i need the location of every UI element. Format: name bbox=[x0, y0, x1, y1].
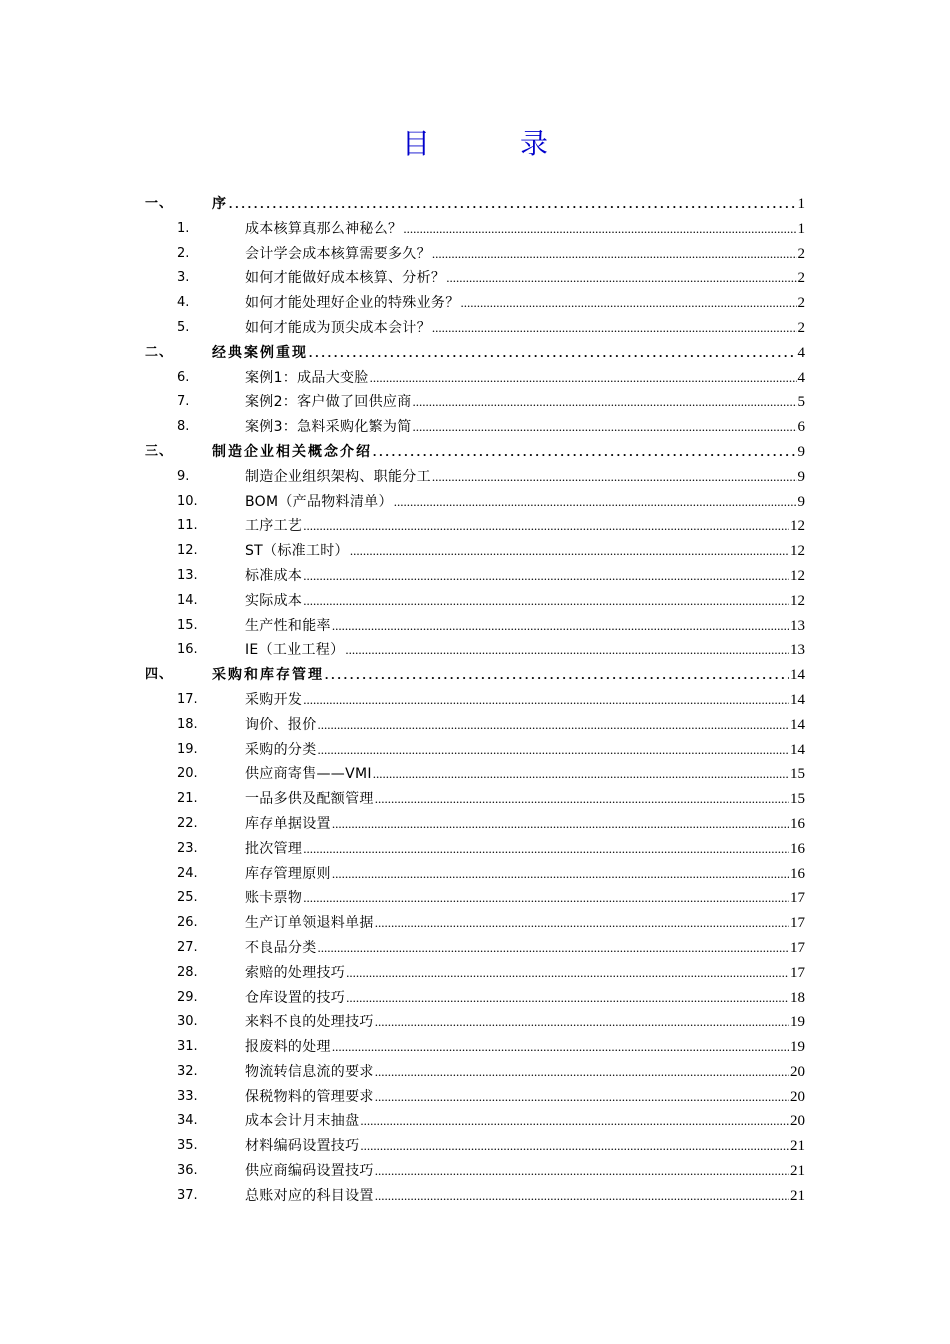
toc-entry bbox=[245, 936, 805, 961]
toc-entry bbox=[245, 1184, 805, 1209]
toc-entry bbox=[245, 1109, 805, 1134]
toc-number: 1. bbox=[177, 220, 190, 236]
toc-number: 28. bbox=[177, 964, 198, 980]
toc-number: 4. bbox=[177, 295, 190, 311]
toc-page-number: 14 bbox=[790, 667, 805, 684]
toc-page-number: 12 bbox=[790, 592, 805, 609]
toc-number: 33. bbox=[177, 1088, 198, 1104]
toc-entry-row[interactable] bbox=[0, 1109, 950, 1134]
toc-entry-row[interactable] bbox=[0, 316, 950, 341]
toc-number: 35. bbox=[177, 1138, 198, 1154]
toc-entry-row[interactable] bbox=[0, 490, 950, 515]
toc-entry-row[interactable] bbox=[0, 886, 950, 911]
toc-label[interactable]: BOM（产品物料清单） bbox=[245, 493, 393, 510]
toc-entry-row[interactable] bbox=[0, 614, 950, 639]
toc-page-number: 19 bbox=[790, 1014, 805, 1031]
toc-entry-row[interactable] bbox=[0, 514, 950, 539]
toc-entry bbox=[245, 688, 805, 713]
toc-page-number: 14 bbox=[790, 716, 805, 733]
toc-label[interactable]: 成本会计月末抽盘 bbox=[245, 1113, 360, 1130]
toc-label[interactable]: 批次管理 bbox=[245, 840, 303, 857]
toc-leader-dots bbox=[303, 688, 789, 713]
toc-label[interactable]: 供应商寄售——VMI bbox=[245, 766, 372, 783]
toc-page-number: 14 bbox=[790, 691, 805, 708]
toc-entry-row[interactable] bbox=[0, 1134, 950, 1159]
toc-chapter-row[interactable] bbox=[0, 440, 950, 465]
toc-number: 36. bbox=[177, 1163, 198, 1179]
toc-number: 25. bbox=[177, 890, 198, 906]
toc-entry bbox=[245, 1060, 805, 1085]
toc-leader-dots bbox=[373, 762, 789, 787]
toc-number: 21. bbox=[177, 791, 198, 807]
toc-page-number: 16 bbox=[790, 840, 805, 857]
toc-page-number: 17 bbox=[790, 939, 805, 956]
toc-label[interactable]: 序 bbox=[212, 196, 228, 212]
toc-entry-row[interactable] bbox=[0, 390, 950, 415]
toc-page-number: 20 bbox=[790, 1113, 805, 1130]
toc-entry-row[interactable] bbox=[0, 837, 950, 862]
toc-number: 24. bbox=[177, 865, 198, 881]
toc-entry-row[interactable] bbox=[0, 564, 950, 589]
toc-page-number: 20 bbox=[790, 1088, 805, 1105]
toc-entry bbox=[245, 266, 805, 291]
toc-label[interactable]: 物流转信息流的要求 bbox=[245, 1063, 374, 1080]
toc-chapter-row[interactable] bbox=[0, 192, 950, 217]
toc-label[interactable]: 生产性和能率 bbox=[245, 617, 331, 634]
toc-leader-dots bbox=[403, 217, 796, 242]
toc-page-number: 2 bbox=[797, 295, 805, 312]
toc-page-number: 2 bbox=[797, 245, 805, 262]
toc-number: 37. bbox=[177, 1187, 198, 1203]
toc-leader-dots bbox=[332, 862, 789, 887]
toc-entry-row[interactable] bbox=[0, 415, 950, 440]
toc-page-number: 12 bbox=[790, 567, 805, 584]
toc-label[interactable]: 报废料的处理 bbox=[245, 1039, 331, 1056]
toc-entry bbox=[245, 837, 805, 862]
toc-leader-dots bbox=[375, 911, 789, 936]
toc-number: 14. bbox=[177, 592, 198, 608]
toc-page-number: 20 bbox=[790, 1063, 805, 1080]
toc-page-number: 12 bbox=[790, 543, 805, 560]
page-title bbox=[0, 122, 950, 162]
toc-number: 二、 bbox=[145, 344, 174, 360]
toc-entry-row[interactable] bbox=[0, 762, 950, 787]
toc-leader-dots bbox=[394, 490, 797, 515]
toc-entry bbox=[212, 192, 805, 217]
toc-label[interactable]: 不良品分类 bbox=[245, 939, 317, 956]
toc-label[interactable]: 实际成本 bbox=[245, 592, 303, 609]
toc-entry-row[interactable] bbox=[0, 986, 950, 1011]
toc-number: 18. bbox=[177, 716, 198, 732]
toc-page-number: 21 bbox=[790, 1163, 805, 1180]
toc-number: 17. bbox=[177, 691, 198, 707]
toc-number: 20. bbox=[177, 766, 198, 782]
toc-leader-dots bbox=[360, 1109, 789, 1134]
toc-entry bbox=[245, 886, 805, 911]
toc-label[interactable]: 工序工艺 bbox=[245, 518, 303, 535]
toc-number: 15. bbox=[177, 617, 198, 633]
toc-number: 19. bbox=[177, 741, 198, 757]
toc-leader-dots bbox=[375, 1085, 789, 1110]
toc-number: 9. bbox=[177, 468, 190, 484]
toc-leader-dots bbox=[375, 1010, 789, 1035]
toc-label[interactable]: 来料不良的处理技巧 bbox=[245, 1014, 374, 1031]
toc-leader-dots bbox=[432, 242, 797, 267]
toc-entry-row[interactable] bbox=[0, 1060, 950, 1085]
toc-number: 8. bbox=[177, 419, 190, 435]
toc-number: 6. bbox=[177, 369, 190, 385]
toc-entry-row[interactable] bbox=[0, 638, 950, 663]
toc-entry-row[interactable] bbox=[0, 465, 950, 490]
toc-entry-row[interactable] bbox=[0, 936, 950, 961]
toc-label[interactable]: 材料编码设置技巧 bbox=[245, 1138, 360, 1155]
toc-page-number: 13 bbox=[790, 642, 805, 659]
toc-page-number: 12 bbox=[790, 518, 805, 535]
toc-label[interactable]: 如何才能处理好企业的特殊业务？ bbox=[245, 295, 460, 312]
toc-label[interactable]: 账卡票物 bbox=[245, 890, 303, 907]
toc-leader-dots bbox=[318, 936, 790, 961]
toc-leader-dots bbox=[446, 266, 796, 291]
toc-leader-dots bbox=[229, 192, 797, 217]
toc-entry bbox=[245, 787, 805, 812]
toc-page-number: 17 bbox=[790, 964, 805, 981]
toc-entry bbox=[245, 514, 805, 539]
toc-leader-dots bbox=[303, 589, 789, 614]
toc-leader-dots bbox=[332, 1035, 789, 1060]
toc-entry bbox=[245, 490, 805, 515]
toc-number: 30. bbox=[177, 1014, 198, 1030]
toc-label[interactable]: 库存单据设置 bbox=[245, 815, 331, 832]
toc-entry bbox=[245, 961, 805, 986]
toc-page-number: 18 bbox=[790, 989, 805, 1006]
toc-leader-dots bbox=[303, 837, 789, 862]
toc-label[interactable]: ST（标准工时） bbox=[245, 543, 349, 560]
toc-label[interactable]: 保税物料的管理要求 bbox=[245, 1088, 374, 1105]
toc-page-number: 13 bbox=[790, 617, 805, 634]
toc-page-number: 9 bbox=[797, 443, 805, 460]
toc-label[interactable]: 仓库设置的技巧 bbox=[245, 989, 346, 1006]
toc-page-number: 4 bbox=[797, 369, 805, 386]
toc-leader-dots bbox=[375, 1159, 789, 1184]
toc-entry bbox=[245, 366, 805, 391]
toc-number: 22. bbox=[177, 815, 198, 831]
toc-entry bbox=[245, 812, 805, 837]
toc-entry-row[interactable] bbox=[0, 1085, 950, 1110]
toc-entry bbox=[245, 1134, 805, 1159]
toc-page-number: 16 bbox=[790, 865, 805, 882]
toc-leader-dots bbox=[318, 738, 790, 763]
toc-entry bbox=[245, 291, 805, 316]
toc-leader-dots bbox=[375, 787, 789, 812]
toc-leader-dots bbox=[303, 514, 789, 539]
toc-label[interactable]: 索赔的处理技巧 bbox=[245, 964, 346, 981]
toc-leader-dots bbox=[332, 812, 789, 837]
toc-label[interactable]: IE（工业工程） bbox=[245, 642, 345, 659]
title-char-2: 录 bbox=[520, 127, 549, 160]
toc-leader-dots bbox=[318, 713, 790, 738]
toc-leader-dots bbox=[325, 663, 789, 688]
title-char-1: 目 bbox=[401, 127, 430, 160]
toc-leader-dots bbox=[346, 986, 789, 1011]
toc-entry bbox=[245, 316, 805, 341]
toc-leader-dots bbox=[432, 465, 797, 490]
toc-entry-row[interactable] bbox=[0, 961, 950, 986]
toc-entry bbox=[245, 465, 805, 490]
toc-label[interactable]: 采购的分类 bbox=[245, 741, 317, 758]
toc-leader-dots bbox=[375, 1184, 789, 1209]
toc-leader-dots bbox=[375, 1060, 789, 1085]
toc-label[interactable]: 标准成本 bbox=[245, 567, 303, 584]
toc-number: 29. bbox=[177, 989, 198, 1005]
toc-leader-dots bbox=[303, 886, 789, 911]
toc-entry bbox=[245, 614, 805, 639]
toc-entry bbox=[245, 1035, 805, 1060]
toc-number: 3. bbox=[177, 270, 190, 286]
toc-leader-dots bbox=[360, 1134, 789, 1159]
toc-page-number: 17 bbox=[790, 915, 805, 932]
toc-entry bbox=[245, 1085, 805, 1110]
toc-number: 31. bbox=[177, 1039, 198, 1055]
toc-entry bbox=[212, 663, 805, 688]
toc-entry bbox=[245, 390, 805, 415]
toc-page-number: 4 bbox=[797, 344, 805, 361]
toc-entry-row[interactable] bbox=[0, 812, 950, 837]
toc-page-number: 21 bbox=[790, 1187, 805, 1204]
toc-label[interactable]: 成本核算真那么神秘么？ bbox=[245, 220, 403, 237]
toc-leader-dots bbox=[461, 291, 797, 316]
toc-number: 一、 bbox=[145, 196, 174, 211]
toc-number: 16. bbox=[177, 642, 198, 658]
toc-leader-dots bbox=[413, 415, 797, 440]
toc-label[interactable]: 如何才能做好成本核算、分析？ bbox=[245, 270, 446, 287]
toc-page-number: 17 bbox=[790, 890, 805, 907]
toc-entry-row[interactable] bbox=[0, 589, 950, 614]
toc-chapter-row[interactable] bbox=[0, 341, 950, 366]
toc-label[interactable]: 供应商编码设置技巧 bbox=[245, 1163, 374, 1180]
toc-leader-dots bbox=[303, 564, 789, 589]
toc-entry bbox=[245, 415, 805, 440]
toc-leader-dots bbox=[332, 614, 789, 639]
toc-entry-row[interactable] bbox=[0, 217, 950, 242]
toc-label[interactable]: 如何才能成为顶尖成本会计？ bbox=[245, 319, 431, 336]
toc-entry-row[interactable] bbox=[0, 242, 950, 267]
toc-entry bbox=[245, 242, 805, 267]
toc-label[interactable]: 询价、报价 bbox=[245, 716, 317, 733]
toc-entry bbox=[245, 738, 805, 763]
toc-label[interactable]: 案例3：急料采购化繁为简 bbox=[245, 419, 412, 436]
toc-entry-row[interactable] bbox=[0, 1159, 950, 1184]
toc-page-number: 15 bbox=[790, 791, 805, 808]
toc-label[interactable]: 制造企业相关概念介绍 bbox=[212, 443, 372, 460]
toc-number: 23. bbox=[177, 840, 198, 856]
toc-entry-row[interactable] bbox=[0, 688, 950, 713]
toc-page-number: 2 bbox=[797, 319, 805, 336]
toc-number: 7. bbox=[177, 394, 190, 410]
toc-page-number: 9 bbox=[797, 468, 805, 485]
toc-entry-row[interactable] bbox=[0, 787, 950, 812]
toc-page-number: 1 bbox=[797, 220, 805, 237]
toc-label[interactable]: 制造企业组织架构、职能分工 bbox=[245, 468, 431, 485]
toc-page-number: 6 bbox=[797, 419, 805, 436]
toc-entry bbox=[245, 638, 805, 663]
toc-entry-row[interactable] bbox=[0, 366, 950, 391]
toc-entry-row[interactable] bbox=[0, 539, 950, 564]
toc-leader-dots bbox=[345, 638, 789, 663]
toc-entry bbox=[245, 1010, 805, 1035]
toc-label[interactable]: 经典案例重现 bbox=[212, 344, 308, 361]
toc-entry-row[interactable] bbox=[0, 1010, 950, 1035]
toc-entry bbox=[245, 713, 805, 738]
toc-label[interactable]: 总账对应的科目设置 bbox=[245, 1187, 374, 1204]
toc-number: 12. bbox=[177, 543, 198, 559]
toc-page-number: 14 bbox=[790, 741, 805, 758]
toc-number: 2. bbox=[177, 245, 190, 261]
toc-entry-row[interactable] bbox=[0, 266, 950, 291]
toc-number: 27. bbox=[177, 939, 198, 955]
toc-leader-dots bbox=[309, 341, 797, 366]
toc-number: 5. bbox=[177, 319, 190, 335]
toc-page-number: 19 bbox=[790, 1039, 805, 1056]
toc-entry bbox=[212, 440, 805, 465]
table-of-contents bbox=[0, 192, 950, 1209]
toc-leader-dots bbox=[432, 316, 797, 341]
toc-entry bbox=[245, 862, 805, 887]
toc-number: 10. bbox=[177, 493, 198, 509]
toc-page-number: 15 bbox=[790, 766, 805, 783]
toc-entry bbox=[245, 217, 805, 242]
toc-page-number: 9 bbox=[797, 493, 805, 510]
toc-entry bbox=[245, 589, 805, 614]
toc-page-number: 1 bbox=[797, 196, 805, 212]
toc-number: 四、 bbox=[145, 667, 174, 683]
toc-entry bbox=[245, 762, 805, 787]
toc-leader-dots bbox=[370, 366, 797, 391]
toc-entry bbox=[245, 564, 805, 589]
toc-leader-dots bbox=[346, 961, 789, 986]
toc-entry-row[interactable] bbox=[0, 738, 950, 763]
toc-entry bbox=[245, 911, 805, 936]
toc-page-number: 2 bbox=[797, 270, 805, 287]
toc-label[interactable]: 会计学会成本核算需要多久？ bbox=[245, 245, 431, 262]
toc-number: 三、 bbox=[145, 443, 174, 459]
toc-entry-row[interactable] bbox=[0, 713, 950, 738]
toc-entry-row[interactable] bbox=[0, 291, 950, 316]
toc-entry bbox=[245, 539, 805, 564]
toc-number: 13. bbox=[177, 567, 198, 583]
toc-entry bbox=[212, 341, 805, 366]
toc-number: 26. bbox=[177, 915, 198, 931]
toc-label[interactable]: 采购开发 bbox=[245, 691, 303, 708]
toc-entry bbox=[245, 1159, 805, 1184]
toc-leader-dots bbox=[373, 440, 797, 465]
toc-number: 11. bbox=[177, 518, 198, 534]
toc-leader-dots bbox=[350, 539, 789, 564]
toc-entry-row[interactable] bbox=[0, 1184, 950, 1209]
toc-label[interactable]: 采购和库存管理 bbox=[212, 667, 324, 684]
toc-entry bbox=[245, 986, 805, 1011]
toc-number: 34. bbox=[177, 1113, 198, 1129]
toc-leader-dots bbox=[413, 390, 797, 415]
toc-chapter-row[interactable] bbox=[0, 663, 950, 688]
toc-page-number: 5 bbox=[797, 394, 805, 411]
toc-label[interactable]: 案例1：成品大变脸 bbox=[245, 369, 369, 386]
toc-page-number: 16 bbox=[790, 815, 805, 832]
toc-entry-row[interactable] bbox=[0, 862, 950, 887]
toc-entry-row[interactable] bbox=[0, 1035, 950, 1060]
toc-label[interactable]: 库存管理原则 bbox=[245, 865, 331, 882]
toc-label[interactable]: 生产订单领退料单据 bbox=[245, 915, 374, 932]
toc-label[interactable]: 案例2：客户做了回供应商 bbox=[245, 394, 412, 411]
toc-number: 32. bbox=[177, 1063, 198, 1079]
toc-page-number: 21 bbox=[790, 1138, 805, 1155]
toc-entry-row[interactable] bbox=[0, 911, 950, 936]
toc-label[interactable]: 一品多供及配额管理 bbox=[245, 791, 374, 808]
